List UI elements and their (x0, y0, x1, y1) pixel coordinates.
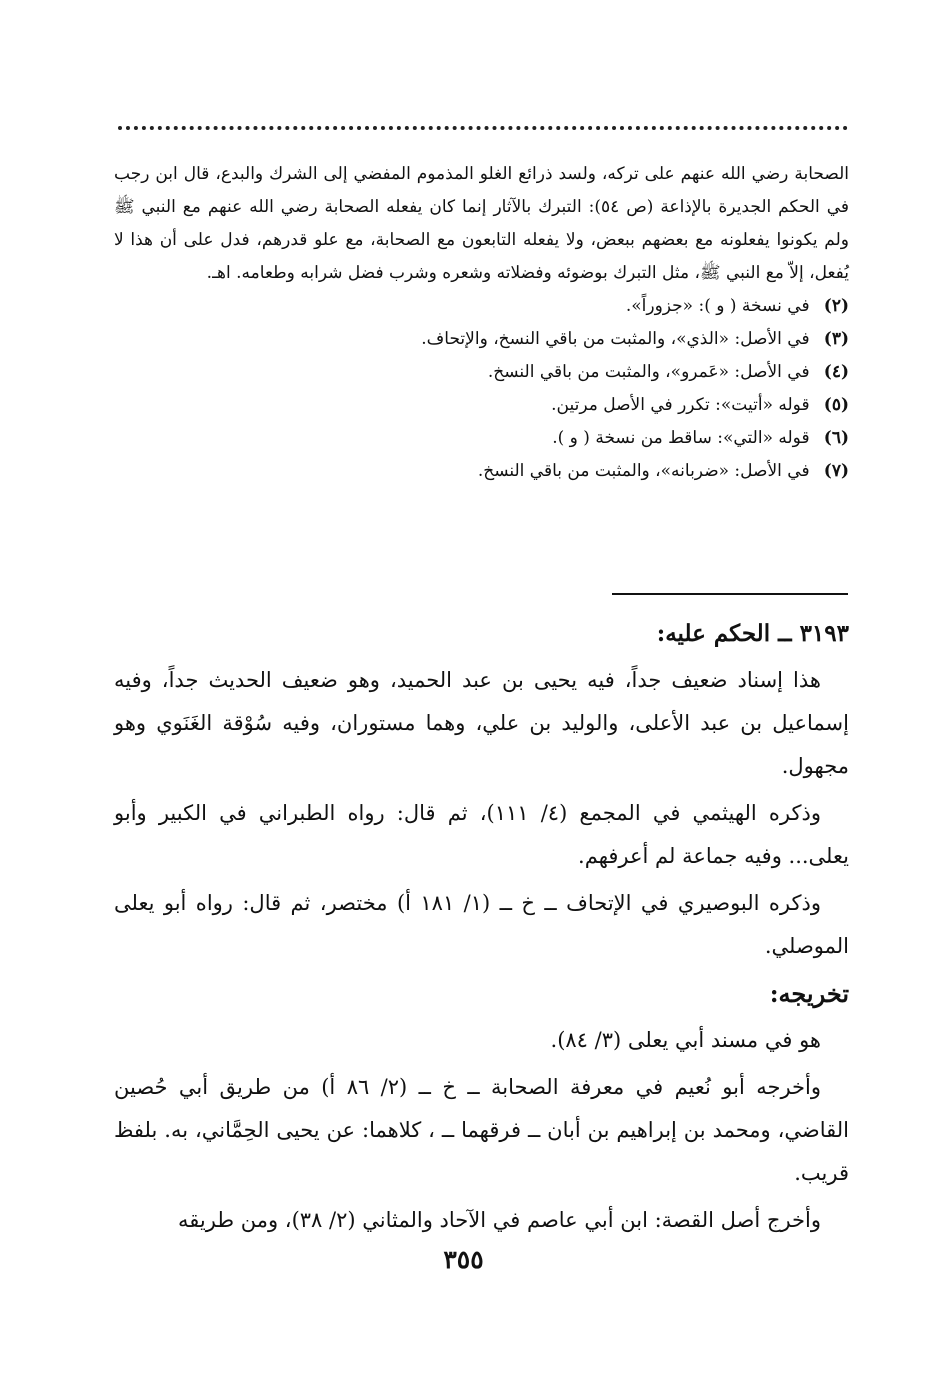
footnote-text: في الأصل: «ضربانه»، والمثبت من باقي النسخ. (477, 461, 810, 481)
dotted-divider (118, 126, 848, 130)
hadith-heading: ٣١٩٣ ــ الحكم عليه: (656, 620, 849, 647)
page-number: ٣٥٥ (443, 1245, 484, 1274)
footnote-text: في الأصل: «الذي»، والمثبت من باقي النسخ، والإتحاف. (421, 329, 810, 349)
footnote-item (114, 389, 849, 422)
main-text (114, 612, 849, 1246)
footnote-number: (٢) (823, 296, 849, 316)
paragraph-abu-nuaym: وأخرجه أبو نُعيم في معرفة الصحابة ــ خ ــ (٢/ ٨٦ أ) من طريق أبي حُصين القاضي، ومحمد بن إبراهيم بن أبان ــ فرقهما ــ ، كلاهما: عن يحيى الحِمَّاني، به. بلفظ قريب. (114, 1075, 849, 1185)
takhrij-heading: تخريجه: (769, 979, 849, 1008)
paragraph-ruling: هذا إسناد ضعيف جداً، فيه يحيى بن عبد الحميد، وهو ضعيف الحديث جداً، وفيه إسماعيل بن عبد الأعلى، والوليد بن علي، وهما مستوران، وفيه سُوْقة الغَنَوي وهو مجهول. (114, 668, 849, 778)
footnote-number: (٥) (823, 395, 849, 415)
footnote-item (114, 356, 849, 389)
paragraph-ibn-abi-asim: وأخرج أصل القصة: ابن أبي عاصم في الآحاد والمثاني (٢/ ٣٨)، ومن طريقه (178, 1208, 821, 1232)
footnote-number: (٣) (823, 329, 849, 349)
footnote-number: (٤) (823, 362, 849, 382)
footnote-item (114, 323, 849, 356)
paragraph-busiri: وذكره البوصيري في الإتحاف ــ خ ــ (١/ ١٨١ أ) مختصر، ثم قال: رواه أبو يعلى الموصلي. (114, 891, 849, 958)
footnote-number: (٦) (823, 428, 849, 448)
footnote-text: في الأصل: «عَمرو»، والمثبت من باقي النسخ. (487, 362, 810, 382)
footnote-text: قوله «التي»: ساقط من نسخة ( و ). (552, 428, 810, 448)
footnote-list (114, 290, 849, 488)
footnote-item (114, 290, 849, 323)
footnote-number: (٧) (823, 461, 849, 481)
footnotes-section (114, 158, 849, 488)
footnote-continuation: الصحابة رضي الله عنهم على تركه، ولسد ذرائع الغلو المذموم المفضي إلى الشرك والبدع، قال ابن رجب في الحكم الجديرة بالإذاعة (ص ٥٤): التبرك بالآثار إنما كان يفعله الصحابة رضي الله عنهم مع النبي ﷺ ولم يكونوا يفعلونه مع بعضهم ببعض، ولا يفعله التابعون مع الصحابة، مع علو قدرهم، فدل على أن هذا لا يُفعل، إلاّ مع النبي ﷺ، مثل التبرك بوضوئه وفضلاته وشعره وشرب فضل شرابه وطعامه. اهـ. (114, 164, 849, 283)
footnote-text: في نسخة ( و ): «جزوراً». (625, 296, 810, 316)
paragraph-haythami: وذكره الهيثمي في المجمع (٤/ ١١١)، ثم قال: رواه الطبراني في الكبير وأبو يعلى... وفيه جماعة لم أعرفهم. (114, 801, 849, 868)
footnote-item (114, 455, 849, 488)
paragraph-musnad: هو في مسند أبي يعلى (٣/ ٨٤). (550, 1028, 821, 1052)
footnote-text: قوله «أتيت»: تكرر في الأصل مرتين. (551, 395, 810, 415)
section-separator (612, 593, 848, 595)
footnote-item (114, 422, 849, 455)
